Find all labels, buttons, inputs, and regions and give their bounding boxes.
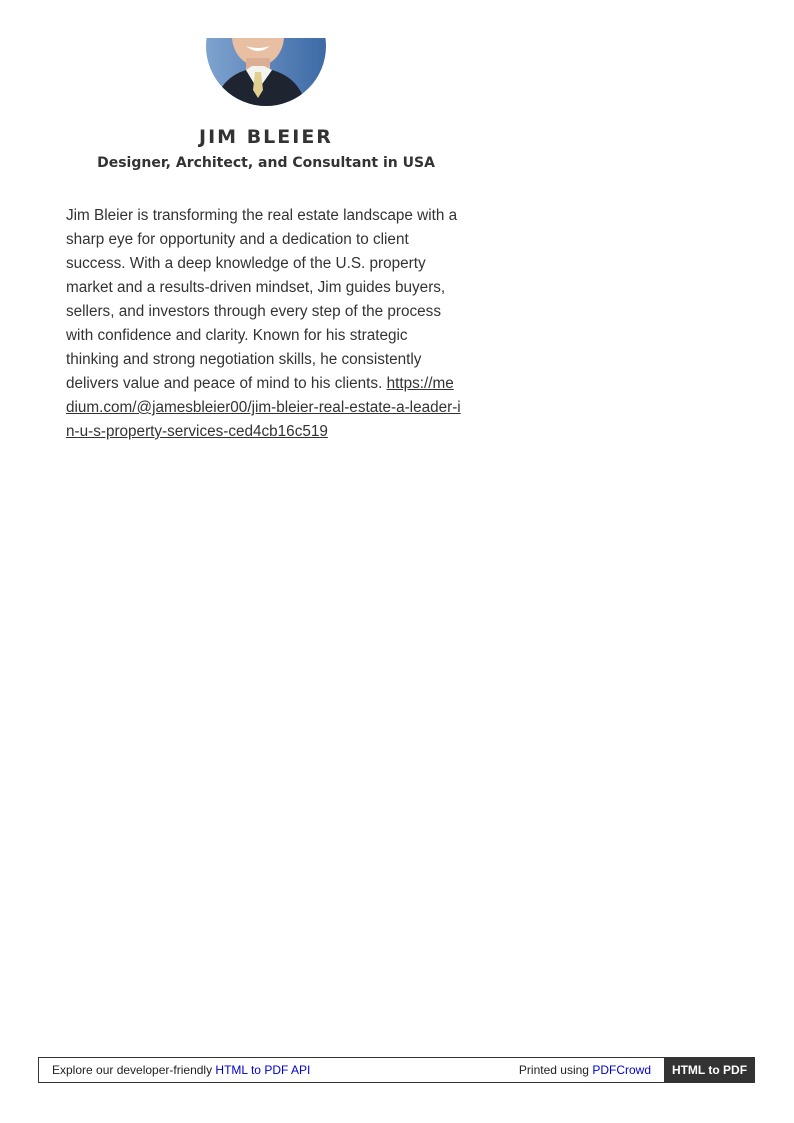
profile-bio [66, 204, 462, 444]
bio-text: Jim Bleier is transforming the real estate landscape with a sharp eye for opportunity and a dedication to client success. With a deep knowledge of the U.S. property market and a results-driven mindset, Jim guides buyers, sellers, and investors through every step of the process with confidence and clarity. Known for his strategic thinking and strong negotiation skills, he consistently delivers value and peace of mind to his clients. [66, 207, 458, 392]
print-footer [38, 1057, 755, 1083]
footer-right [519, 1058, 651, 1082]
footer-printed-text: Printed using [518, 1063, 593, 1077]
html-to-pdf-badge[interactable]: HTML to PDF [664, 1057, 755, 1083]
medium-article-link[interactable]: https://medium.com/@jamesbleier00/jim-bleier-real-estate-a-leader-in-u-s-property-services-ced4cb16c519 [66, 375, 461, 440]
html-to-pdf-api-link[interactable]: HTML to PDF API [215, 1063, 311, 1077]
profile-subtitle: Designer, Architect, and Consultant in USA [97, 155, 435, 171]
profile-name: JIM BLEIER [199, 126, 333, 148]
page-top-margin [0, 0, 794, 38]
footer-left [52, 1058, 310, 1082]
pdfcrowd-link[interactable]: PDFCrowd [592, 1063, 651, 1077]
footer-explore-text: Explore our developer-friendly [52, 1063, 216, 1077]
